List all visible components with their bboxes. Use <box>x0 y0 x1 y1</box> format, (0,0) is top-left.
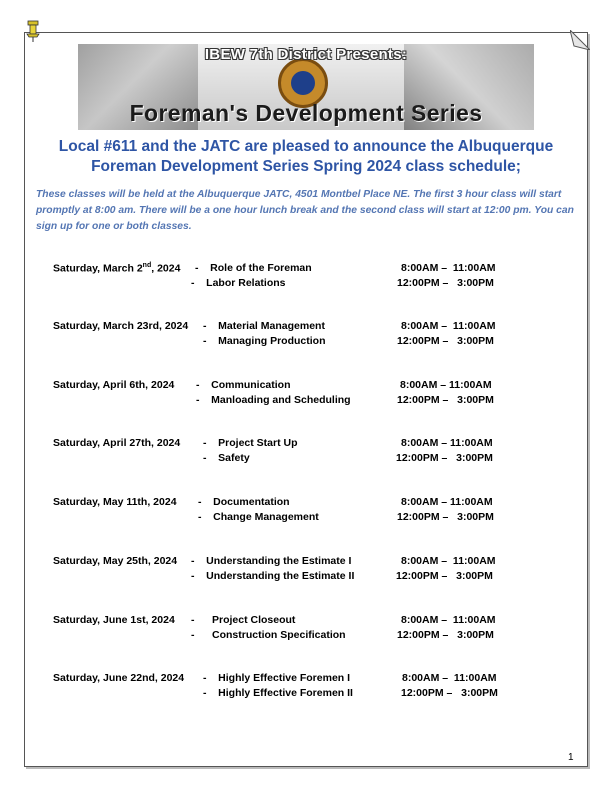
class-topic: - Manloading and Scheduling <box>196 394 351 406</box>
class-topic: - Construction Specification <box>191 629 346 641</box>
schedule-block <box>53 614 573 644</box>
schedule-row <box>53 379 573 394</box>
date-ordinal-suffix: nd <box>142 262 152 269</box>
class-date-year: , 2024 <box>151 262 181 275</box>
class-date-text: Saturday, May 11th, 2024 <box>53 496 177 508</box>
class-time: 12:00PM – 3:00PM <box>397 394 494 406</box>
schedule-row <box>53 437 573 452</box>
class-date-text: Saturday, April 6th, 2024 <box>53 379 175 391</box>
header-banner <box>78 44 534 130</box>
class-topic: - Highly Effective Foremen I <box>203 672 351 684</box>
schedule-block <box>53 672 573 702</box>
schedule-block <box>53 320 573 350</box>
class-date <box>53 379 174 391</box>
class-date <box>53 320 188 332</box>
class-time: 8:00AM – 11:00AM <box>401 614 496 626</box>
pushpin-icon <box>26 20 40 42</box>
class-date <box>53 614 175 626</box>
class-date <box>53 555 177 567</box>
class-topic: - Highly Effective Foremen II <box>203 687 353 699</box>
class-date-text: Saturday, March 23rd, 2024 <box>53 320 189 332</box>
schedule-row <box>53 496 573 511</box>
class-time: 8:00AM – 11:00AM <box>401 555 496 567</box>
page-number: 1 <box>568 752 574 763</box>
class-date-text: Saturday, March 2 <box>53 262 143 275</box>
announcement-headline <box>40 137 572 177</box>
class-topic: - Communication <box>196 379 291 391</box>
schedule-block <box>53 496 573 526</box>
schedule-block <box>53 437 573 467</box>
schedule-row <box>53 570 573 585</box>
schedule-block <box>53 555 573 585</box>
class-time: 12:00PM – 3:00PM <box>401 687 498 699</box>
class-time: 12:00PM – 3:00PM <box>397 335 494 347</box>
class-date-text: Saturday, April 27th, 2024 <box>53 437 181 449</box>
schedule-row <box>53 555 573 570</box>
class-date <box>53 496 177 508</box>
schedule-row <box>53 511 573 526</box>
schedule-row <box>53 687 573 702</box>
class-date-text: Saturday, June 22nd, 2024 <box>53 672 185 684</box>
class-time: 12:00PM – 3:00PM <box>396 452 493 464</box>
schedule-row <box>53 394 573 409</box>
class-topic: - Safety <box>203 452 250 464</box>
class-time: 12:00PM – 3:00PM <box>396 570 493 582</box>
class-time: 12:00PM – 3:00PM <box>397 277 494 289</box>
headline-line-1: Local #611 and the JATC are pleased to announce the Albuquerque <box>58 138 554 155</box>
headline-line-2: Foreman Development Series Spring 2024 class schedule; <box>91 158 521 175</box>
class-date-text: Saturday, June 1st, 2024 <box>53 614 175 626</box>
class-time: 12:00PM – 3:00PM <box>397 629 494 641</box>
class-time: 8:00AM – 11:00AM <box>401 262 496 274</box>
class-time: 8:00AM – 11:00AM <box>401 496 493 508</box>
class-date <box>53 672 184 684</box>
page-curl-icon <box>570 30 590 50</box>
schedule-row <box>53 672 573 687</box>
schedule-row <box>53 277 573 292</box>
class-time: 8:00AM – 11:00AM <box>402 672 497 684</box>
class-time: 12:00PM – 3:00PM <box>397 511 494 523</box>
class-time: 8:00AM – 11:00AM <box>401 437 493 449</box>
banner-series-title: Foreman's Development Series <box>129 100 483 126</box>
class-time: 8:00AM – 11:00AM <box>401 320 496 332</box>
class-topic: - Material Management <box>203 320 325 332</box>
class-topic: - Project Start Up <box>203 437 298 449</box>
class-topic: - Labor Relations <box>191 277 286 289</box>
schedule-row <box>53 320 573 335</box>
class-date <box>53 437 180 449</box>
class-date-text: Saturday, May 25th, 2024 <box>53 555 178 567</box>
class-topic: - Project Closeout <box>191 614 296 626</box>
schedule-row <box>53 335 573 350</box>
banner-title: IBEW 7th District Presents: <box>204 46 408 63</box>
class-topic: - Change Management <box>198 511 319 523</box>
schedule-row <box>53 614 573 629</box>
schedule-row <box>53 629 573 644</box>
class-topic: - Understanding the Estimate I <box>191 555 352 567</box>
class-time: 8:00AM – 11:00AM <box>400 379 492 391</box>
class-topic: - Understanding the Estimate II <box>191 570 355 582</box>
class-topic: - Managing Production <box>203 335 326 347</box>
class-topic: - Documentation <box>198 496 290 508</box>
schedule-block <box>53 379 573 409</box>
intro-paragraph: These classes will be held at the Albuquerque JATC, 4501 Montbel Place NE. The first 3 hour class will start promptly at 8:00 am. There will be a one hour lunch break and the second class will start at 12:00 pm. You can sign up for one or both classes. <box>36 189 574 233</box>
schedule-row <box>53 262 573 277</box>
class-topic: - Role of the Foreman <box>195 262 312 274</box>
schedule-block <box>53 262 573 292</box>
class-date <box>53 262 180 275</box>
schedule-row <box>53 452 573 467</box>
